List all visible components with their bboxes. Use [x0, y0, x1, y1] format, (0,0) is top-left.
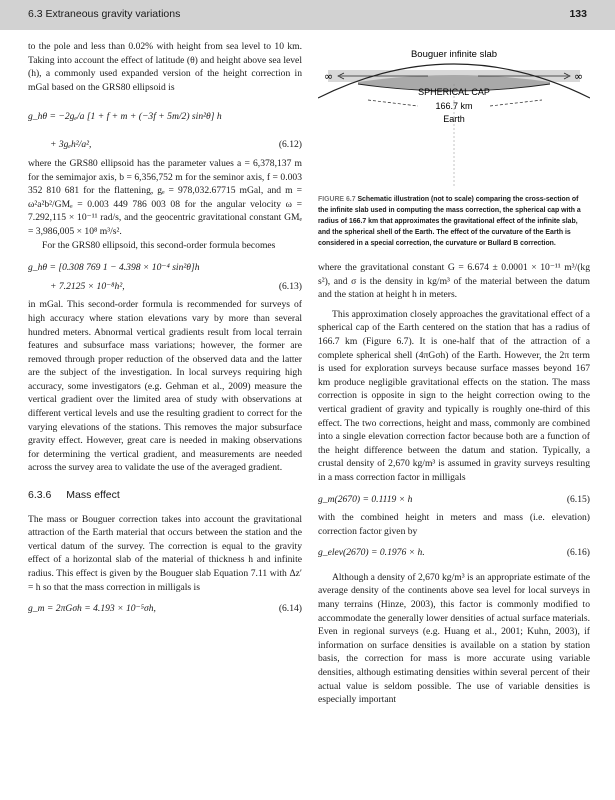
section-heading: [28, 489, 302, 503]
paragraph: For the GRS80 ellipsoid, this second-order formula becomes: [42, 239, 276, 251]
equation-6-14: [28, 602, 302, 616]
equation-text: g_elev(2670) = 0.1976 × h.: [318, 547, 425, 559]
equation-number: (6.13): [278, 280, 302, 292]
equation-6-13-line1: [28, 261, 302, 275]
left-column: [28, 40, 302, 621]
equation-6-12-line2: [28, 138, 302, 152]
section-title: Mass effect: [66, 489, 120, 502]
caption-text: Schematic illustration (not to scale) comparing the cross-section of the infinite slab used in computing the mass correction, the spherical cap with a radius of 166.7 km that approximates the gravitational effect of the infinite slab, and the spherical shell of the Earth. The effect of the curvature of the Earth is considered in a special correction, the curvature or Bullard B correction.: [318, 196, 581, 247]
equation-6-12-line1: [28, 99, 302, 133]
caption-label: FIGURE 6.7: [318, 196, 356, 203]
slab-label: Bouguer infinite slab: [410, 49, 498, 60]
equation-text: g_hθ = [0.308 769 1 − 4.398 × 10⁻⁴ sin²θ]h: [28, 262, 200, 274]
radius-dash-right: [490, 100, 542, 106]
paragraph: where the GRS80 ellipsoid has the parameter values a = 6,378,137 m for the semimajor axis, b = 6,356,752 m for the seminor axis, f = 0.003 352 810 681 for the flattening, gₑ = 978,032.67715 mGal, and m = ω²a²b²/GMₑ = 0.003 449 786 003 08 for the angular velocity ω = 7.292,115 × 10⁻¹¹ rad/s, and the geocentric gravitational constant GMₑ = 3,986,005 × 10⁸ m³/s².: [28, 157, 302, 237]
equation-number: (6.16): [566, 547, 590, 559]
running-header: [0, 0, 615, 30]
paragraph: The mass or Bouguer correction takes into account the gravitational attraction of the Earth material that occurs between the station and the vertical datum of the survey. The correction is equal to the gravity effect of a horizontal slab of the material of thickness h and infinite radius. This effect is given by the Bouguer slab Equation 7.11 with Δz′ = h so that the mass correction in milligals is: [28, 513, 302, 593]
equation-number: (6.12): [278, 139, 302, 151]
page-number: 133: [569, 8, 587, 20]
paragraph: where the gravitational constant G = 6.674 ± 0.0001 × 10⁻¹¹ m³/(kg s²), and σ is the density in kg/m³ of the material between the datum and the station at height h in meters.: [318, 262, 590, 301]
distance-label: 166.7 km: [435, 101, 473, 111]
equation-6-15: [318, 493, 590, 507]
earth-label: Earth: [443, 114, 465, 124]
paragraph: with the combined height in meters and mass (i.e. elevation) correction factor given by: [318, 512, 590, 537]
equation-text: g_hθ = −2gₑ/a [1 + f + m + (−3f + 5m/2) sin²θ] h: [28, 110, 222, 122]
paragraph: to the pole and less than 0.02% with height from sea level to 10 km. Taking into account the effect of latitude (θ) and height above sea level (h), a commonly used expanded version of the height correction in mGal based on the GRS80 ellipsoid is: [28, 41, 302, 93]
cap-label: SPHERICAL CAP: [418, 87, 490, 97]
radius-dash-left: [368, 100, 418, 106]
section-number: 6.3.6: [28, 489, 52, 502]
equation-6-13-line2: [28, 280, 302, 294]
header-section-title: 6.3 Extraneous gravity variations: [28, 8, 181, 20]
figure-6-7: [318, 40, 590, 190]
paragraph: This approximation closely approaches the gravitational effect of a spherical cap of the Earth centered on the station that has a radius of 166.7 km (Figure 6.7). It is one-half that of the attraction of a complete spherical shell (4πGσh) of the Earth. However, the 2π term is used for exploration surveys because surface masses beyond 167 km produce negligible gravitational effects on the station. The mass correction is opposite in sign to the height correction owing to the vertical gradient of gravity and typically is roughly one-third of this effect. The two corrections, height and mass, commonly are combined into a single elevation correction factor because both are a function of the height difference between the datum and station. Typically, a crustal density of 2,670 kg/m³ is assumed in gravity surveys resulting in a mass correction factor in milligals: [318, 308, 590, 483]
equation-text: + 7.2125 × 10⁻⁸h²,: [50, 280, 125, 292]
paragraph: Although a density of 2,670 kg/m³ is an appropriate estimate of the average density of the continents above sea level for local surveys in many terrains (Hinze, 2003), this factor is commonly modified to accommodate the generally lower densities of actual surface materials. Even in regional surveys (e.g. Huang et al., 2001; Kuhn, 2003), if information on surface densities is available on a station by station basis, the correction for mass is more accurate using variable densities, although estimating densities within several percent of their actual value is seldom possible. The use of variable densities is especially important: [318, 571, 590, 706]
paragraph: in mGal. This second-order formula is recommended for surveys of high accuracy where station elevations vary by more than several hundred meters. Abnormal vertical gradients result from local terrain features and subsurface mass variations; however, the former are removed through proper reduction of the observed data and the latter are the subject of the investigation. In local surveys requiring high accuracy, some investigators (e.g. Gehman et al., 2009) measure the vertical gradient over the limited area of study with observations at different vertical levels and use the resulting gradient to correct for the varying elevations of the stations. This removes the major subsurface gravity effect. However, great care is needed in making observations for determining the vertical gradient, and measurements are needed across the survey area to validate the use of the averaged gradient.: [28, 299, 302, 474]
equation-number: (6.15): [566, 493, 590, 505]
equation-number: (6.14): [278, 603, 302, 615]
equation-text: g_m(2670) = 0.1119 × h: [318, 493, 413, 505]
figure-caption: [318, 194, 590, 249]
infinity-left: ∞: [324, 70, 334, 83]
right-column: [318, 40, 590, 707]
equation-6-16: [318, 546, 590, 560]
equation-text: + 3gₑh²/a²,: [50, 139, 92, 151]
infinity-right: ∞: [574, 70, 584, 83]
schematic-diagram: [318, 40, 590, 190]
equation-text: g_m = 2πGσh = 4.193 × 10⁻⁵σh,: [28, 603, 156, 615]
